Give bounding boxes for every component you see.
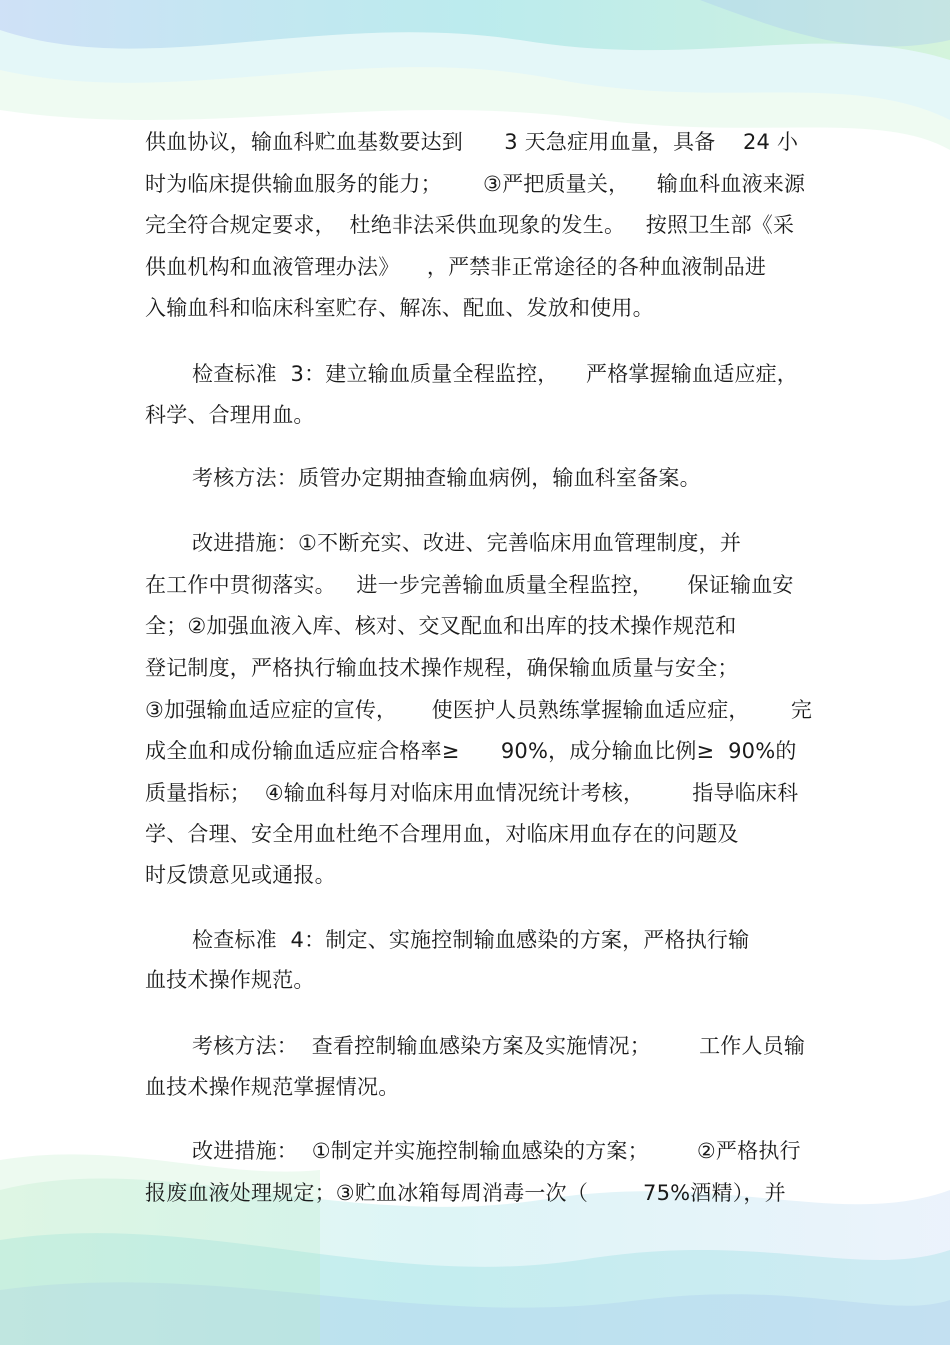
text-line: 检查标准 4：制定、实施控制输血感染的方案，严格执行输: [192, 928, 750, 952]
text-line: 报废血液处理规定；③贮血冰箱每周消毒一次（ 75%酒精），并: [145, 1181, 786, 1205]
text-line: 质量指标； ④输血科每月对临床用血情况统计考核， 指导临床科: [145, 781, 799, 805]
text-line: 供血协议，输血科贮血基数要达到 3 天急症用血量，具备 24 小: [145, 130, 799, 154]
text-line: 时为临床提供输血服务的能力； ③严把质量关， 输血科血液来源: [145, 172, 806, 196]
text-line: 登记制度，严格执行输血技术操作规程，确保输血质量与安全；: [145, 656, 739, 680]
text-line: 血技术操作规范。: [145, 968, 315, 992]
text-line: 改进措施： ①制定并实施控制输血感染的方案； ②严格执行: [192, 1139, 801, 1163]
text-line: 考核方法： 查看控制输血感染方案及实施情况； 工作人员输: [192, 1034, 806, 1058]
text-line: 供血机构和血液管理办法》 ，严禁非正常途径的各种血液制品进: [145, 255, 767, 279]
text-line: 血技术操作规范掌握情况。: [145, 1075, 400, 1099]
text-line: 考核方法：质管办定期抽查输血病例，输血科室备案。: [192, 466, 701, 490]
text-line: 在工作中贯彻落实。 进一步完善输血质量全程监控， 保证输血安: [145, 573, 794, 597]
text-line: 全；②加强血液入库、核对、交叉配血和出库的技术操作规范和: [145, 614, 737, 638]
text-line: 改进措施：①不断充实、改进、完善临床用血管理制度，并: [192, 531, 742, 555]
text-line: 时反馈意见或通报。: [145, 863, 336, 887]
text-line: 成全血和成份输血适应症合格率≥ 90%，成分输血比例≥ 90%的: [145, 739, 797, 763]
text-line: 入输血科和临床科室贮存、解冻、配血、发放和使用。: [145, 296, 654, 320]
text-line: 学、合理、安全用血杜绝不合理用血，对临床用血存在的问题及: [145, 822, 739, 846]
text-line: 检查标准 3：建立输血质量全程监控， 严格掌握输血适应症，: [192, 362, 799, 386]
text-line: 科学、合理用血。: [145, 403, 315, 427]
text-line: 完全符合规定要求， 杜绝非法采供血现象的发生。 按照卫生部《采: [145, 213, 795, 237]
text-line: ③加强输血适应症的宣传， 使医护人员熟练掌握输血适应症， 完: [145, 698, 813, 722]
